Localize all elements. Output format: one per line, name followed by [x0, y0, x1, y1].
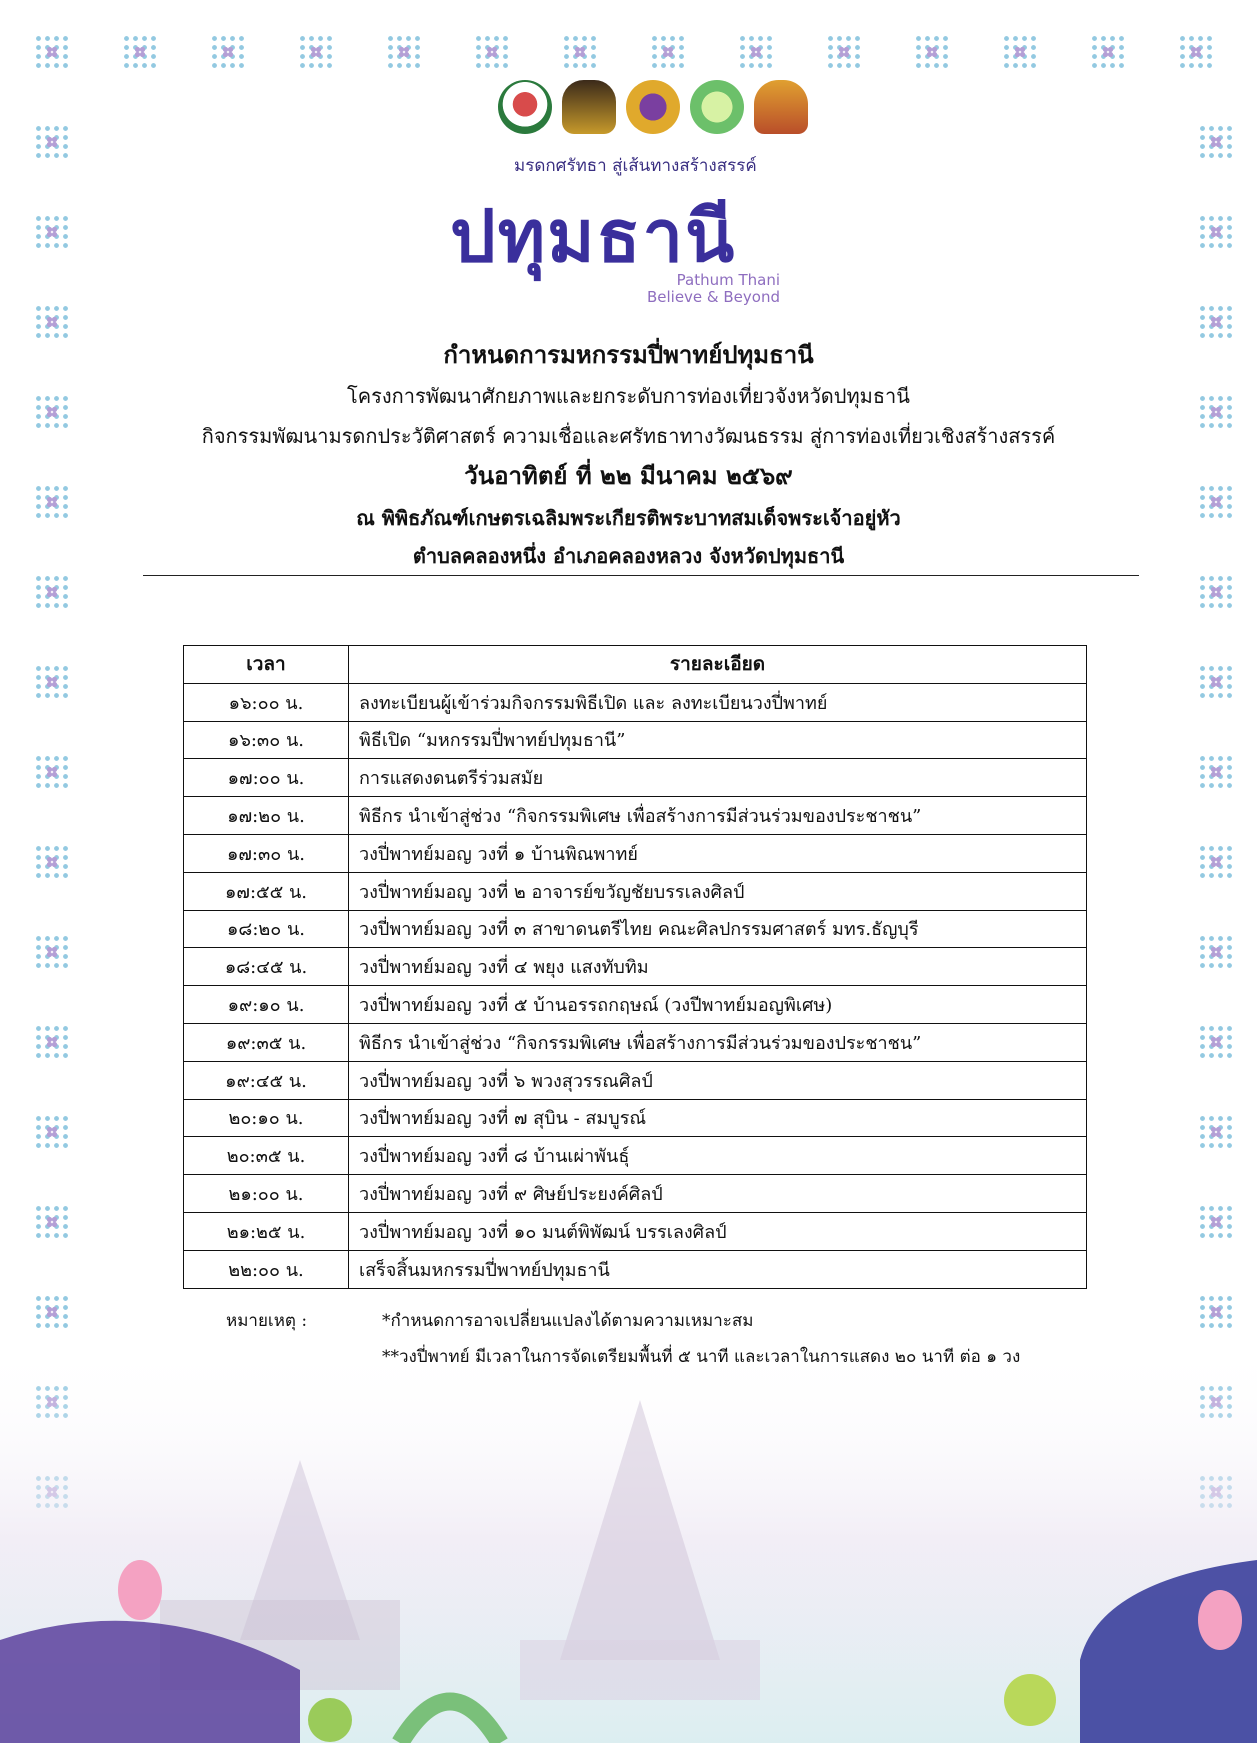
schedule-table — [183, 645, 1087, 1289]
row-time: ๑๗:๐๐ น. — [184, 759, 349, 797]
row-detail: วงปี่พาทย์มอญ วงที่ ๓ สาขาดนตรีไทย คณะศิลปกรรมศาสตร์ มทร.ธัญบุรี — [349, 910, 1087, 948]
dot-pattern-icon — [34, 574, 70, 610]
project-name: โครงการพัฒนาศักยภาพและยกระดับการท่องเที่ยวจังหวัดปทุมธานี — [347, 384, 910, 408]
dot-pattern-icon — [1090, 34, 1126, 70]
dot-pattern-icon — [34, 754, 70, 790]
notes-label: หมายเหตุ : — [226, 1311, 308, 1331]
dot-pattern-icon — [1198, 664, 1234, 700]
row-time: ๑๖:๓๐ น. — [184, 721, 349, 759]
dot-pattern-icon — [650, 34, 686, 70]
dot-pattern-icon — [1198, 574, 1234, 610]
brand-english-line2: Believe & Beyond — [646, 288, 780, 307]
dot-pattern-icon — [1178, 34, 1214, 70]
table-row — [184, 683, 1087, 721]
dot-pattern-icon — [1198, 754, 1234, 790]
dot-pattern-icon — [386, 34, 422, 70]
table-row — [184, 834, 1087, 872]
dot-pattern-icon — [1198, 1024, 1234, 1060]
table-row — [184, 1137, 1087, 1175]
table-row — [184, 872, 1087, 910]
row-time: ๑๗:๓๐ น. — [184, 834, 349, 872]
schedule-body — [184, 683, 1087, 1288]
province-seal-logo — [498, 80, 552, 134]
table-row — [184, 1061, 1087, 1099]
table-row — [184, 948, 1087, 986]
column-header-detail: รายละเอียด — [349, 646, 1087, 684]
row-time: ๑๙:๓๕ น. — [184, 1023, 349, 1061]
dot-pattern-icon — [1198, 394, 1234, 430]
row-time: ๑๗:๕๕ น. — [184, 872, 349, 910]
row-detail: วงปี่พาทย์มอญ วงที่ ๔ พยุง แสงทับทิม — [349, 948, 1087, 986]
dot-pattern-icon — [34, 124, 70, 160]
row-detail: พิธีกร นำเข้าสู่ช่วง “กิจกรรมพิเศษ เพื่อสร้างการมีส่วนร่วมของประชาชน” — [349, 797, 1087, 835]
dot-pattern-icon — [1198, 934, 1234, 970]
row-time: ๑๗:๒๐ น. — [184, 797, 349, 835]
dot-pattern-icon — [34, 214, 70, 250]
event-venue: ณ พิพิธภัณฑ์เกษตรเฉลิมพระเกียรติพระบาทสมเด็จพระเจ้าอยู่หัว — [356, 506, 901, 530]
row-detail: วงปี่พาทย์มอญ วงที่ ๗ สุบิน - สมบูรณ์ — [349, 1099, 1087, 1137]
dot-pattern-icon — [1198, 484, 1234, 520]
row-detail: วงปี่พาทย์มอญ วงที่ ๖ พวงสุวรรณศิลป์ — [349, 1061, 1087, 1099]
table-row — [184, 721, 1087, 759]
row-time: ๒๐:๓๕ น. — [184, 1137, 349, 1175]
brand-english-line1: Pathum Thani — [676, 271, 780, 289]
row-detail: พิธีกร นำเข้าสู่ช่วง “กิจกรรมพิเศษ เพื่อสร้างการมีส่วนร่วมของประชาชน” — [349, 1023, 1087, 1061]
table-row — [184, 986, 1087, 1024]
brand-english — [647, 272, 780, 307]
row-detail: การแสดงดนตรีร่วมสมัย — [349, 759, 1087, 797]
row-detail: วงปี่พาทย์มอญ วงที่ ๑ บ้านพิณพาทย์ — [349, 834, 1087, 872]
row-detail: เสร็จสิ้นมหกรรมปี่พาทย์ปทุมธานี — [349, 1250, 1087, 1288]
row-detail: ลงทะเบียนผู้เข้าร่วมกิจกรรมพิธีเปิด และ ลงทะเบียนวงปี่พาทย์ — [349, 683, 1087, 721]
dot-pattern-icon — [474, 34, 510, 70]
dot-pattern-icon — [210, 34, 246, 70]
row-time: ๒๑:๐๐ น. — [184, 1175, 349, 1213]
row-time: ๑๙:๑๐ น. — [184, 986, 349, 1024]
dot-pattern-icon — [34, 34, 70, 70]
agency-emblem-logo — [562, 80, 616, 134]
event-date: วันอาทิตย์ ที่ ๒๒ มีนาคม ๒๕๖๙ — [464, 461, 793, 490]
row-time: ๑๙:๔๕ น. — [184, 1061, 349, 1099]
dot-pattern-icon — [34, 934, 70, 970]
activity-name: กิจกรรมพัฒนามรดกประวัติศาสตร์ ความเชื่อและศรัทธาทางวัฒนธรรม สู่การท่องเที่ยวเชิงสร้างสรรค์ — [201, 424, 1056, 448]
dot-pattern-icon — [562, 34, 598, 70]
row-time: ๒๑:๒๕ น. — [184, 1212, 349, 1250]
dot-pattern-icon — [1002, 34, 1038, 70]
green-emblem-logo — [690, 80, 744, 134]
row-time: ๒๐:๑๐ น. — [184, 1099, 349, 1137]
table-row — [184, 910, 1087, 948]
dot-pattern-icon — [298, 34, 334, 70]
dot-pattern-icon — [34, 844, 70, 880]
dot-pattern-icon — [738, 34, 774, 70]
table-row — [184, 1175, 1087, 1213]
pathum-thani-brand — [440, 150, 820, 310]
document-title: กำหนดการมหกรรมปี่พาทย์ปทุมธานี — [443, 340, 814, 369]
row-detail: วงปี่พาทย์มอญ วงที่ ๘ บ้านเผ่าพันธุ์ — [349, 1137, 1087, 1175]
dot-pattern-icon — [34, 1204, 70, 1240]
dot-pattern-icon — [1198, 1204, 1234, 1240]
dot-pattern-icon — [34, 304, 70, 340]
dot-pattern-icon — [34, 484, 70, 520]
dot-pattern-icon — [1198, 1114, 1234, 1150]
dot-pattern-icon — [1198, 304, 1234, 340]
row-detail: วงปี่พาทย์มอญ วงที่ ๕ บ้านอรรถกฤษณ์ (วงปีพาทย์มอญพิเศษ) — [349, 986, 1087, 1024]
dot-pattern-icon — [1198, 1294, 1234, 1330]
header-divider — [143, 575, 1139, 576]
dot-pattern-icon — [34, 1294, 70, 1330]
table-header-row — [184, 646, 1087, 684]
brand-tagline: มรดกศรัทธา สู่เส้นทางสร้างสรรค์ — [514, 156, 757, 176]
row-detail: วงปี่พาทย์มอญ วงที่ ๒ อาจารย์ขวัญชัยบรรเลงศิลป์ — [349, 872, 1087, 910]
table-row — [184, 1250, 1087, 1288]
row-detail: พิธีเปิด “มหกรรมปี่พาทย์ปทุมธานี” — [349, 721, 1087, 759]
dot-pattern-icon — [1198, 214, 1234, 250]
dot-pattern-icon — [34, 664, 70, 700]
column-header-time: เวลา — [184, 646, 349, 684]
dot-pattern-icon — [34, 1024, 70, 1060]
dot-pattern-icon — [826, 34, 862, 70]
dot-pattern-icon — [34, 1114, 70, 1150]
table-row — [184, 1099, 1087, 1137]
event-location: ตำบลคลองหนึ่ง อำเภอคลองหลวง จังหวัดปทุมธานี — [412, 544, 845, 568]
dot-pattern-icon — [34, 394, 70, 430]
row-detail: วงปี่พาทย์มอญ วงที่ ๑๐ มนต์พิพัฒน์ บรรเลงศิลป์ — [349, 1212, 1087, 1250]
note-1: *กำหนดการอาจเปลี่ยนแปลงได้ตามความเหมาะสม — [382, 1311, 754, 1331]
temple-scenery-background — [0, 1340, 1257, 1743]
dot-pattern-icon — [1198, 844, 1234, 880]
sponsor-logos — [498, 80, 808, 134]
university-emblem-logo — [626, 80, 680, 134]
row-time: ๒๒:๐๐ น. — [184, 1250, 349, 1288]
table-row — [184, 1212, 1087, 1250]
dot-pattern-icon — [914, 34, 950, 70]
dot-pattern-icon — [1198, 124, 1234, 160]
dot-pattern-icon — [122, 34, 158, 70]
row-time: ๑๘:๒๐ น. — [184, 910, 349, 948]
royal-emblem-logo — [754, 80, 808, 134]
brand-title: ปทุมธานี — [450, 194, 737, 278]
row-detail: วงปี่พาทย์มอญ วงที่ ๙ ศิษย์ประยงค์ศิลป์ — [349, 1175, 1087, 1213]
note-2: **วงปี่พาทย์ มีเวลาในการจัดเตรียมพื้นที่ ๕ นาที และเวลาในการแสดง ๒๐ นาที ต่อ ๑ วง — [382, 1347, 1021, 1367]
table-row — [184, 759, 1087, 797]
row-time: ๑๖:๐๐ น. — [184, 683, 349, 721]
table-row — [184, 1023, 1087, 1061]
row-time: ๑๘:๔๕ น. — [184, 948, 349, 986]
table-row — [184, 797, 1087, 835]
